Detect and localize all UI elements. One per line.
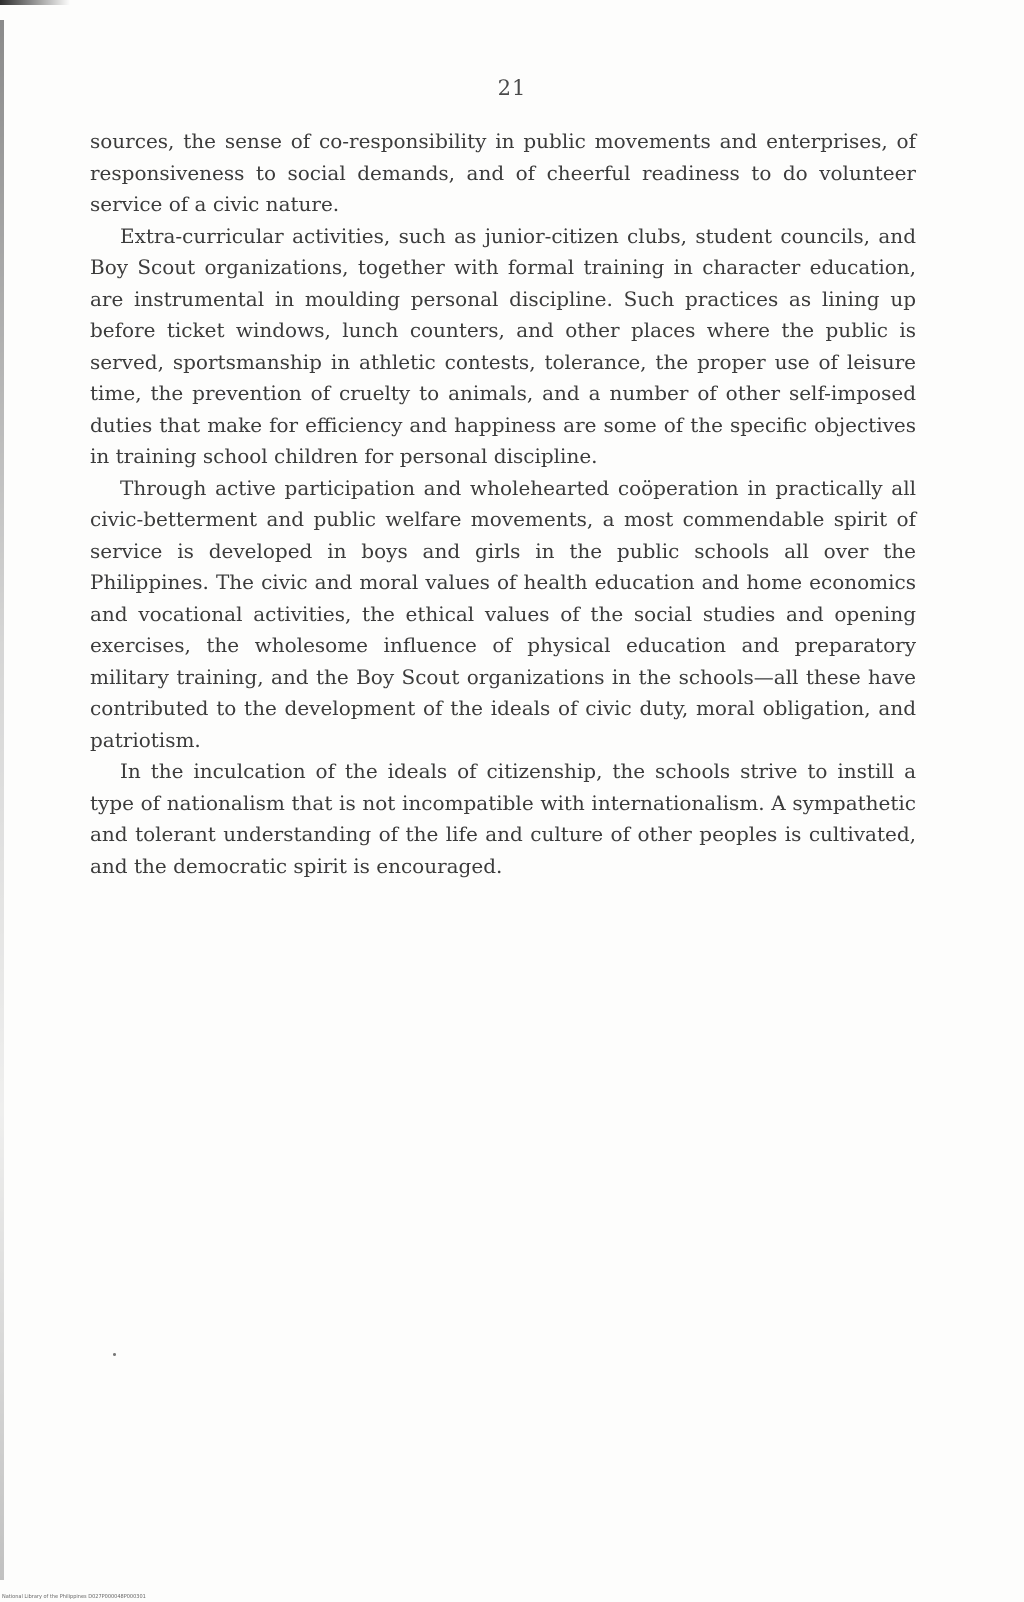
footer-note: National Library of the Philippines D027P000048P000301 bbox=[2, 1594, 146, 1600]
paragraph-2: Extra-curricular activities, such as junior-citizen clubs, student councils, and Boy Scout organizations, together with formal training in character education, are instrumental in moulding personal discipline. Such practices as lining up before ticket windows, lunch counters, and other places where the public is served, sportsmanship in athletic contests, tolerance, the proper use of leisure time, the prevention of cruelty to animals, and a number of other self-imposed duties that make for efficiency and happiness are some of the specific objectives in training school children for personal discipline. bbox=[90, 223, 916, 468]
body-text bbox=[90, 126, 916, 882]
page-number: 21 bbox=[497, 76, 527, 100]
paragraph-4: In the inculcation of the ideals of citizenship, the schools strive to instill a type of nationalism that is not incompatible with internationalism. A sympathetic and tolerant understanding of the life and culture of other peoples is cultivated, and the democratic spirit is encouraged. bbox=[90, 759, 916, 878]
paragraph-1: sources, the sense of co-responsibility in public movements and enterprises, of responsiveness to social demands, and of cheerful readiness to do volunteer service of a civic nature. bbox=[90, 129, 916, 216]
stray-mark bbox=[113, 1353, 116, 1356]
scan-edge-top bbox=[0, 0, 70, 5]
scan-edge-left bbox=[0, 20, 4, 1580]
paragraph-3: Through active participation and wholehearted coöperation in practically all civic-betterment and public welfare movements, a most commendable spirit of service is developed in boys and girls in the public schools all over the Philippines. The civic and moral values of health education and home economics and vocational activities, the ethical values of the social studies and opening exercises, the wholesome influence of physical education and preparatory military training, and the Boy Scout organizations in the schools—all these have contributed to the development of the ideals of civic duty, moral obligation, and patriotism. bbox=[90, 475, 916, 752]
